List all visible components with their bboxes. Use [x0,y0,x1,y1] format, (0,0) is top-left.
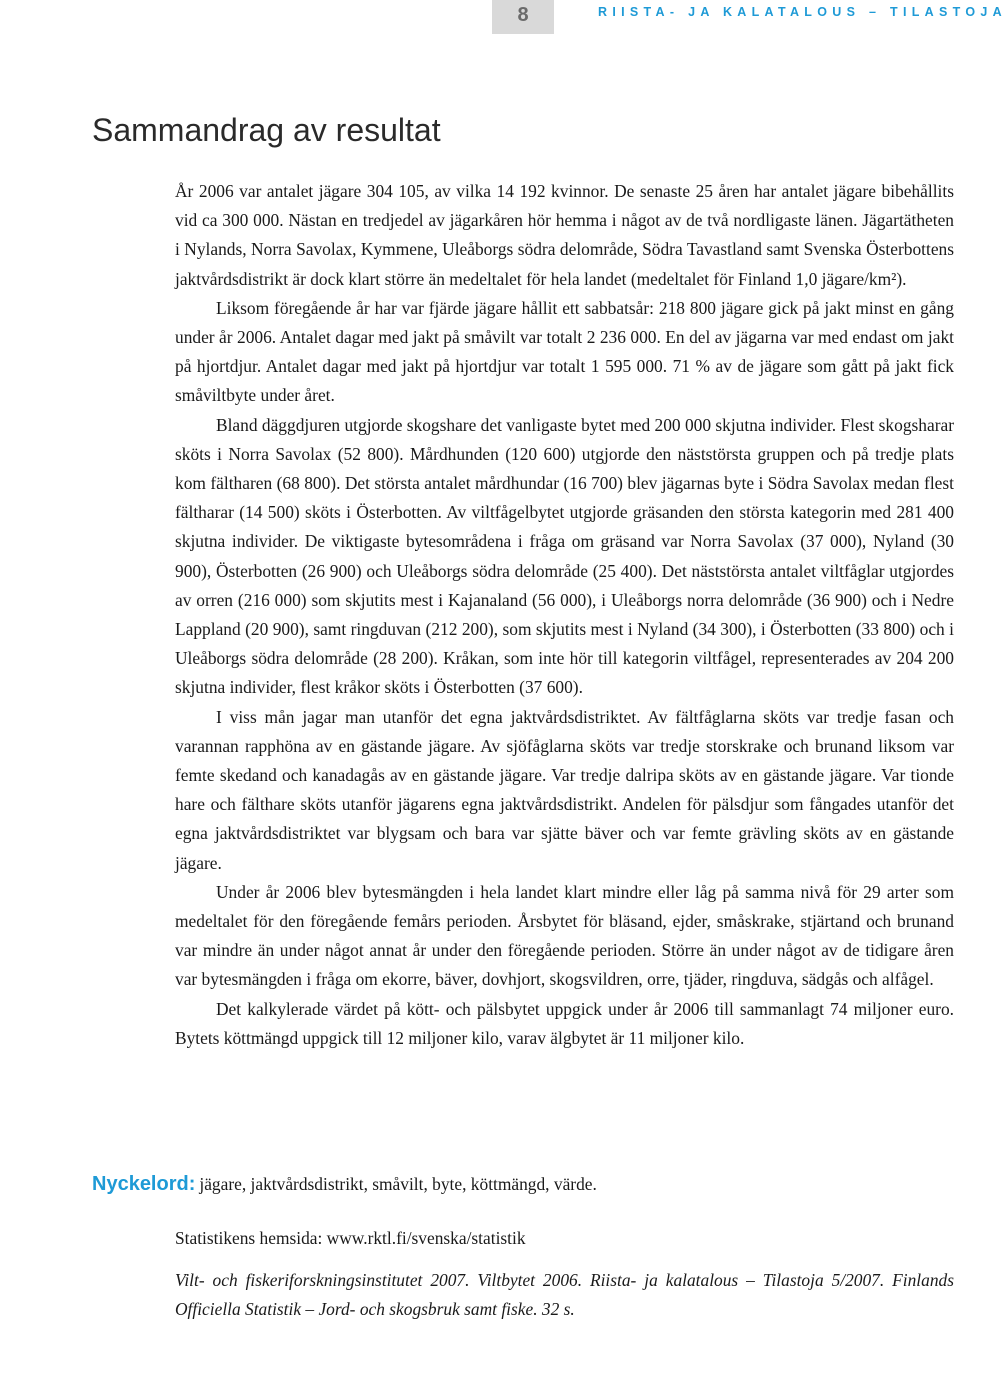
citation: Vilt- och fiskeriforskningsinstitutet 2007. Viltbytet 2006. Riista- ja kalatalous – Tilastoja 5/2007. Finlands Officiella Statistik – Jord- och skogsbruk samt fiske. 32 s. [175,1270,954,1319]
paragraph-game-bag: Bland däggdjuren utgjorde skogshare det vanligaste bytet med 200 000 skjutna individer. Flest skogsharar sköts i Norra Savolax (52 800). Mårdhunden (120 600) utgjorde den näststörsta gruppen och på tredje plats kom fältharen (68 800). Det största antalet mårdhundar (16 700) blev jägarnas byte i Södra Savolax medan flest fältharar (14 500) sköts i Österbotten. Av viltfågelbytet utgjorde gräsanden den största kategorin med 281 400 skjutna individer. De viktigaste bytesområdena i fråga om gräsand var Norra Savolax (37 000), Nyland (30 900), Österbotten (26 900) och Uleåborgs södra delområde (25 400). Det näststörsta antalet viltfåglar utgjordes av orren (216 000) som skjutits mest i Kajanaland (56 000), i Uleåborgs norra delområde (36 900) och i Nedre Lappland (20 900), samt ringduvan (212 200), som skjutits mest i Nyland (34 300), i Österbotten (33 800) och i Uleåborgs södra delområde (28 200). Kråkan, som inte hör till kategorin viltfågel, representerades av 204 200 skjutna individer, flest kråkor sköts i Österbotten (37 600). [175,414,954,698]
page-title: Sammandrag av resultat [92,112,441,148]
page-header [0,0,1007,34]
paragraph-hunters: År 2006 var antalet jägare 304 105, av vilka 14 192 kvinnor. De senaste 25 åren har antalet jägare bibehållits vid ca 300 000. Nästan en tredjedel av jägarkåren hör hemma i något av de två nordligaste länen. Jägartätheten i Nylands, Norra Savolax, Kymmene, Uleåborgs södra delområde, Södra Tavastland samt Svenska Österbottens jaktvårdsdistrikt är dock klart större än medeltalet för hela landet (medeltalet för Finland 1,0 jägare/km²). [175,181,954,289]
summary-body [175,177,954,1053]
keywords [92,1173,597,1196]
paragraph-guest-hunters: I viss mån jagar man utanför det egna jaktvårdsdistriktet. Av fältfåglarna sköts var tredje fasan och varannan rapphöna av en gästande jägare. Av sjöfåglarna sköts var tredje storskrake och brunand liksom var femte skedand och kanadagås av en gästande jägare. Var tredje dalripa sköts av en gästande jägare. Var tionde hare och fälthare sköts utanför jägarens egna jaktvårdsdistrikt. Andelen för pälsdjur som fångades utanför det egna jaktvårdsdistriktet var blygsam och bara var sjätte bäver och var femte grävling sköts av en gästande jägare. [175,706,954,873]
running-header: RIISTA- JA KALATALOUS – TILASTOJA [598,5,1007,19]
paragraph-bag-trends: Under år 2006 blev bytesmängden i hela landet klart mindre eller låg på samma nivå för 29 arter som medeltalet för den föregående femårs perioden. Årsbytet för bläsand, ejder, småskrake, stjärtand och brunand var mindre än under något annat år under den föregående perioden. Större än under något av de tidigare åren var bytesmängden i fråga om ekorre, bäver, dovhjort, skogsvildren, orre, tjäder, ringduva, sädgås och alfågel. [175,881,954,990]
keywords-label: Nyckelord: [92,1173,196,1195]
paragraph-value: Det kalkylerade värdet på kött- och pälsbytet uppgick under år 2006 till sammanlagt 74 miljoner euro. Bytets köttmängd uppgick till 12 miljoner kilo, varav älgbytet är 11 miljoner kilo. [175,998,954,1048]
keywords-text: jägare, jaktvårdsdistrikt, småvilt, byte, köttmängd, värde. [199,1174,597,1194]
statistics-homepage: Statistikens hemsida: www.rktl.fi/svenska/statistik [175,1228,526,1248]
page-number: 8 [492,0,554,34]
paragraph-hunting-days: Liksom föregående år har var fjärde jägare hållit ett sabbatsår: 218 800 jägare gick på jakt minst en gång under år 2006. Antalet dagar med jakt på småvilt var totalt 2 236 000. En del av jägarna var med endast om jakt på hjortdjur. Antalet dagar med jakt på hjortdjur var totalt 1 595 000. 71 % av de jägare som gått på jakt fick småviltbyte under året. [175,297,954,406]
